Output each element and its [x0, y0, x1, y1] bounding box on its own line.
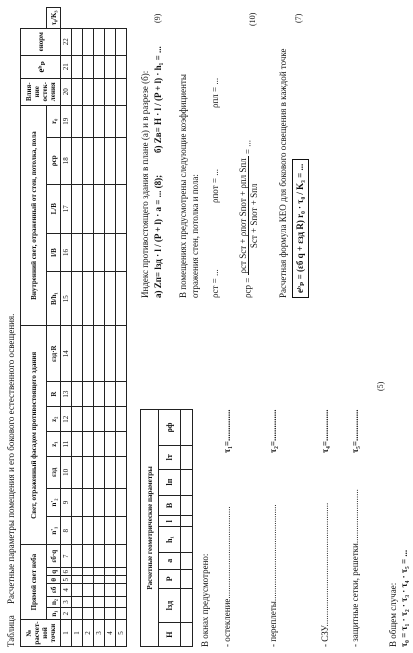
table-cell[interactable]: [83, 326, 94, 382]
table-cell[interactable]: [94, 137, 105, 184]
table-cell[interactable]: [94, 517, 105, 545]
table-cell[interactable]: [72, 456, 83, 488]
column-number-cell: 9: [61, 488, 72, 516]
table-cell[interactable]: [116, 105, 127, 137]
table-cell[interactable]: [72, 105, 83, 137]
column-number-cell: 21: [61, 55, 72, 78]
table-cell[interactable]: [94, 28, 105, 55]
table-cell[interactable]: [72, 545, 83, 568]
table-cell[interactable]: [94, 568, 105, 576]
table-cell[interactable]: [105, 432, 116, 456]
column-number-cell: 12: [61, 407, 72, 432]
table-row: [105, 8, 116, 647]
sub-header-cell: n₁: [47, 608, 61, 620]
table-cell[interactable]: [72, 584, 83, 597]
rho-floor: ρпл = ...: [210, 77, 220, 108]
row-number-cell: 3: [94, 620, 105, 647]
table-cell[interactable]: [94, 184, 105, 233]
table-cell[interactable]: [72, 184, 83, 233]
table-cell[interactable]: [105, 78, 116, 105]
column-number-cell: 15: [61, 272, 72, 326]
table-row: [72, 8, 83, 647]
table-cell[interactable]: [94, 105, 105, 137]
index-formula-number: (9): [153, 13, 162, 23]
geometry-value-cell[interactable]: [181, 446, 193, 470]
table-cell[interactable]: [72, 78, 83, 105]
table-cell[interactable]: [72, 55, 83, 78]
geometry-header-cell: P: [159, 569, 181, 588]
table-cell[interactable]: [72, 596, 83, 608]
rho-ceiling: ρпот = ...: [210, 169, 220, 203]
parameters-table: [20, 7, 127, 647]
keo-text: Расчетная формула КЕО для бокового освещения в каждой точке: [278, 48, 288, 298]
sub-header-cell: L/B: [47, 184, 61, 233]
geometry-table-title: Расчетные геометрические параметры: [141, 410, 159, 647]
table-cell[interactable]: [83, 272, 94, 326]
table-cell[interactable]: [83, 456, 94, 488]
table-cell[interactable]: [94, 545, 105, 568]
geometry-value-cell[interactable]: [181, 553, 193, 569]
column-number-cell: 13: [61, 382, 72, 407]
geometry-value-cell[interactable]: [181, 469, 193, 495]
table-cell[interactable]: [94, 488, 105, 516]
general-case-text: В общем случае:: [388, 582, 398, 647]
window-item-tau: τ₄=..............: [320, 409, 330, 453]
row-number-cell: 2: [83, 620, 94, 647]
window-item-tau: τ₂=..............: [268, 409, 278, 453]
column-number-cell: 22: [61, 28, 72, 55]
tau0-formula: τ₀ = τ₁ · τ₂ · τ₃ · τ₄ · τ₅ = ...: [399, 549, 409, 647]
geometry-value-cell[interactable]: [181, 495, 193, 516]
table-cell[interactable]: [94, 272, 105, 326]
table-cell[interactable]: [83, 78, 94, 105]
internal-light-header: Внутренний свет, отраженный от стен, потолка, пола: [21, 105, 47, 326]
table-cell[interactable]: [105, 517, 116, 545]
table-cell[interactable]: [94, 233, 105, 271]
row-number-cell: 5: [116, 620, 127, 647]
reflected-light-header: Свет, отраженный фасадом противостоящего здания: [21, 326, 47, 545]
table-cell[interactable]: [105, 105, 116, 137]
table-cell[interactable]: [116, 407, 127, 432]
table-cell[interactable]: [83, 55, 94, 78]
table-cell[interactable]: [83, 488, 94, 516]
geometry-value-cell[interactable]: [181, 410, 193, 446]
geometry-header-cell: l: [159, 516, 181, 527]
rho-average-fraction: [238, 156, 259, 275]
table-cell[interactable]: [116, 576, 127, 584]
table-cell[interactable]: [105, 456, 116, 488]
geometry-value-cell[interactable]: [181, 569, 193, 588]
table-row: [83, 8, 94, 647]
index-formula-a: а) Zп= lзд · l / (P + l) · a = ... (8);: [153, 174, 163, 298]
geometry-header-cell: B: [159, 495, 181, 516]
table-cell[interactable]: [105, 488, 116, 516]
table-cell[interactable]: [116, 326, 127, 382]
table-cell[interactable]: [105, 568, 116, 576]
table-cell[interactable]: [72, 382, 83, 407]
table-cell[interactable]: [72, 608, 83, 620]
table-cell[interactable]: [83, 432, 94, 456]
sub-header-cell: r₀: [47, 105, 61, 137]
table-cell[interactable]: [83, 407, 94, 432]
sub-header-cell: q: [47, 568, 61, 576]
table-cell[interactable]: [94, 407, 105, 432]
sub-header-cell: εзд: [47, 456, 61, 488]
e-norm-header: eнорм: [21, 28, 61, 55]
table-cell[interactable]: [116, 382, 127, 407]
table-cell[interactable]: [94, 608, 105, 620]
geometry-header-cell: h₁: [159, 527, 181, 553]
table-cell[interactable]: [116, 545, 127, 568]
table-cell[interactable]: [83, 568, 94, 576]
table-cell[interactable]: [105, 55, 116, 78]
table-cell[interactable]: [116, 28, 127, 55]
window-item-label: - защитные сетки, решетки........................: [350, 489, 360, 647]
window-item-label: - остекление.........................................: [222, 506, 232, 647]
table-cell[interactable]: [116, 584, 127, 597]
table-cell[interactable]: [72, 272, 83, 326]
table-cell[interactable]: [105, 584, 116, 597]
geometry-value-cell[interactable]: [181, 527, 193, 553]
table-cell[interactable]: [105, 576, 116, 584]
table-cell[interactable]: [94, 584, 105, 597]
table-cell[interactable]: [72, 28, 83, 55]
sub-header-cell: εб·q: [47, 545, 61, 568]
table-cell[interactable]: [116, 456, 127, 488]
column-number-cell: 6: [61, 568, 72, 576]
geometry-header-cell: ρф: [159, 410, 181, 446]
table-cell[interactable]: [83, 596, 94, 608]
table-cell[interactable]: [94, 596, 105, 608]
table-cell[interactable]: [105, 184, 116, 233]
table-cell[interactable]: [105, 272, 116, 326]
table-cell[interactable]: [116, 608, 127, 620]
table-cell[interactable]: [116, 488, 127, 516]
window-item-label: - СЗУ.......................................................: [320, 502, 330, 647]
point-header: № расчет-ной точки: [21, 620, 61, 647]
sub-header-cell: n₂: [47, 596, 61, 608]
table-cell[interactable]: [83, 608, 94, 620]
table-cell[interactable]: [116, 78, 127, 105]
sub-header-cell: ρср: [47, 137, 61, 184]
row-number-cell: 1: [72, 620, 83, 647]
table-cell[interactable]: [94, 55, 105, 78]
windows-intro: В окнах предусмотрено:: [200, 553, 210, 647]
table-cell[interactable]: [72, 568, 83, 576]
table-cell[interactable]: [83, 184, 94, 233]
table-cell[interactable]: [83, 545, 94, 568]
table-cell[interactable]: [116, 137, 127, 184]
table-cell[interactable]: [72, 407, 83, 432]
keo-formula-box: eᵇₚ = (εб q + εзд R) r₀ · τ₀ / K₃ = ...: [292, 159, 309, 298]
sub-header-cell: εб: [47, 584, 61, 597]
column-number-cell: 20: [61, 78, 72, 105]
sub-header-cell: B/h₁: [47, 272, 61, 326]
column-number-cell: 1: [61, 620, 72, 647]
column-number-cell: 4: [61, 584, 72, 597]
table-cell[interactable]: [105, 28, 116, 55]
table-cell[interactable]: [94, 326, 105, 382]
window-item-label: - переплеты...........................................: [268, 504, 278, 647]
index-text: Индекс противостоящего здания в плане (а) и в разрезе (б):: [140, 70, 150, 298]
sub-header-cell: εзд·R: [47, 326, 61, 382]
column-number-cell: 7: [61, 545, 72, 568]
table-cell[interactable]: [72, 233, 83, 271]
table-cell[interactable]: [72, 576, 83, 584]
column-number-cell: 16: [61, 233, 72, 271]
rho-average-number: (10): [248, 12, 257, 26]
row-number-cell: 4: [105, 620, 116, 647]
geometry-header-cell: a: [159, 553, 181, 569]
table-label: Таблица: [6, 615, 16, 647]
geometry-header-cell: lзд: [159, 588, 181, 622]
table-cell[interactable]: [116, 55, 127, 78]
table-cell[interactable]: [72, 432, 83, 456]
keo-formula-number: (7): [294, 13, 303, 23]
rho-wall: ρст = ...: [210, 269, 220, 298]
table-cell[interactable]: [83, 137, 94, 184]
table-cell[interactable]: [116, 272, 127, 326]
table-cell[interactable]: [105, 326, 116, 382]
table-cell[interactable]: [83, 28, 94, 55]
column-number-cell: 10: [61, 456, 72, 488]
table-cell[interactable]: [94, 78, 105, 105]
direct-light-header: Прямой свет неба: [21, 545, 47, 620]
table-cell[interactable]: [72, 326, 83, 382]
column-number-cell: 5: [61, 576, 72, 584]
table-cell[interactable]: [94, 576, 105, 584]
table-row: [116, 8, 127, 647]
table-cell[interactable]: [116, 568, 127, 576]
geometry-header-cell: lп: [159, 469, 181, 495]
table-cell[interactable]: [116, 184, 127, 233]
table-cell[interactable]: [94, 456, 105, 488]
influence-header: Влия-ние остек-ления: [21, 78, 61, 105]
rho-average-tail: = ...: [242, 139, 253, 155]
table-cell[interactable]: [83, 584, 94, 597]
table-cell[interactable]: [105, 233, 116, 271]
table-cell[interactable]: [105, 545, 116, 568]
table-cell[interactable]: [105, 137, 116, 184]
column-number-cell: 3: [61, 596, 72, 608]
geometry-value-cell[interactable]: [181, 588, 193, 622]
table-cell[interactable]: [116, 517, 127, 545]
table-cell[interactable]: [83, 576, 94, 584]
table-cell[interactable]: [72, 488, 83, 516]
sub-header-cell: z₁: [47, 432, 61, 456]
rooms-text-2: отражения стен, потолка и пола:: [190, 174, 200, 298]
rho-average-formula: [238, 140, 259, 298]
table-cell[interactable]: [105, 382, 116, 407]
geometry-value-cell[interactable]: [181, 623, 193, 647]
table-cell[interactable]: [94, 382, 105, 407]
table-cell[interactable]: [72, 137, 83, 184]
table-cell[interactable]: [94, 432, 105, 456]
sub-header-cell: l/B: [47, 233, 61, 271]
rho-average-lhs: ρср =: [242, 277, 253, 298]
table-caption: [6, 314, 16, 647]
geometry-value-cell[interactable]: [181, 516, 193, 527]
table-cell[interactable]: [116, 596, 127, 608]
column-number-cell: 18: [61, 137, 72, 184]
table-cell[interactable]: [116, 432, 127, 456]
geometry-table: [140, 409, 193, 647]
tau0-formula-number: (5): [376, 381, 385, 391]
window-item-tau: τ₁=..............: [222, 409, 232, 453]
sub-header-cell: z₂: [47, 407, 61, 432]
table-cell[interactable]: [105, 608, 116, 620]
table-cell[interactable]: [83, 233, 94, 271]
table-cell[interactable]: [83, 382, 94, 407]
column-number-cell: 11: [61, 432, 72, 456]
table-cell[interactable]: [105, 407, 116, 432]
column-number-cell: 17: [61, 184, 72, 233]
column-number-cell: 14: [61, 326, 72, 382]
window-item-tau: τ₅=..............: [350, 409, 360, 453]
column-number-cell: 2: [61, 608, 72, 620]
sub-header-cell: n'₁: [47, 517, 61, 545]
table-cell[interactable]: [116, 233, 127, 271]
rho-average-denominator: Sст + Sпот + Sпл: [249, 183, 259, 249]
column-number-cell: 19: [61, 105, 72, 137]
e-b-header: eᵇₚ: [21, 55, 61, 78]
table-cell[interactable]: [72, 517, 83, 545]
sub-header-cell: θ: [47, 576, 61, 584]
table-cell[interactable]: [105, 596, 116, 608]
table-row: [94, 8, 105, 647]
rho-average-numerator: ρст Sст + ρпот Sпот + ρпл Sпл: [238, 158, 248, 274]
table-title: Расчетные параметры помещения и его бокового естественного освещения.: [6, 313, 16, 604]
rooms-text-1: В помещениях предусмотрены следующие коэффициенты: [178, 74, 188, 298]
column-number-cell: 8: [61, 517, 72, 545]
table-cell[interactable]: [83, 517, 94, 545]
sub-header-cell: τ₀/K₃: [47, 8, 61, 29]
sub-header-cell: R: [47, 382, 61, 407]
sub-header-cell: n'₂: [47, 488, 61, 516]
geometry-header-cell: H: [159, 623, 181, 647]
geometry-header-cell: lт: [159, 446, 181, 470]
index-formula-b: б) Zв= H · l / (P + l) · h₁ = ...: [153, 46, 163, 153]
table-cell[interactable]: [83, 105, 94, 137]
